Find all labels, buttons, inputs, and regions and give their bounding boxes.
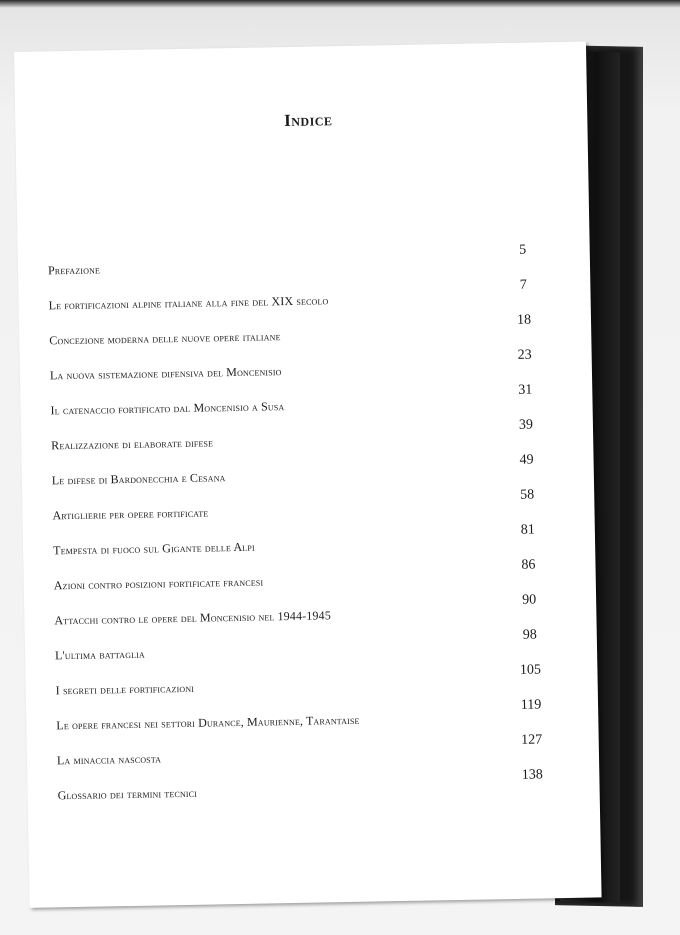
toc-entry-title: Le fortificazioni alpine italiane alla fine del XIX secolo <box>48 293 329 313</box>
toc-entry-page: 86 <box>521 557 536 573</box>
toc-entry-title: I segreti delle fortificazioni <box>55 680 195 698</box>
toc-entry-title: Realizzazione di elaborate difese <box>51 435 214 453</box>
toc-entry-page: 23 <box>517 347 532 363</box>
toc-entry-title: Le opere francesi nei settori Durance, Maurienne, Tarantaise <box>56 712 360 733</box>
toc-entry-title: Azioni contro posizioni fortificate francesi <box>53 574 264 593</box>
toc-entry-page: 127 <box>521 732 543 748</box>
scan-top-edge <box>0 0 680 8</box>
toc-entry-title: Artiglierie per opere fortificate <box>52 505 209 523</box>
toc-entry-page: 49 <box>519 452 534 468</box>
toc-entry-title: Glossario dei termini tecnici <box>57 785 198 803</box>
toc-entry-title: Concezione moderna delle nuove opere italiane <box>49 329 281 348</box>
toc-entry-title: La nuova sistemazione difensiva del Moncenisio <box>49 364 282 383</box>
page-title: Indice <box>283 110 333 131</box>
toc-entry-page: 7 <box>519 277 527 293</box>
toc-entry-title: Attacchi contro le opere del Moncenisio nel 1944-1945 <box>54 608 332 628</box>
toc-entry-title: Prefazione <box>47 262 101 278</box>
toc-entry-page: 18 <box>516 312 532 328</box>
toc-entry-page: 39 <box>518 417 534 433</box>
toc-entry-title: Il catenaccio fortificato dal Moncenisio a Susa <box>50 399 285 418</box>
toc-entry-page: 31 <box>518 382 533 398</box>
toc-entry-page: 58 <box>520 487 535 503</box>
book-page <box>14 42 602 908</box>
toc-entry-title: Le difese di Bardonecchia e Cesana <box>51 470 226 488</box>
table-of-contents <box>48 242 558 811</box>
toc-entry-page: 81 <box>520 522 535 538</box>
toc-entry-title: Tempesta di fuoco sul Gigante delle Alpi <box>53 539 255 558</box>
toc-entry-page: 5 <box>519 242 527 258</box>
toc-entry-title: La minaccia nascosta <box>56 751 162 768</box>
toc-entry-page: 105 <box>519 662 542 678</box>
toc-entry-page: 138 <box>521 767 543 783</box>
toc-entry-title: L'ultima battaglia <box>54 646 145 663</box>
toc-entry-page: 98 <box>522 627 537 643</box>
toc-entry-page: 90 <box>521 592 537 608</box>
toc-entry-page: 119 <box>520 697 542 713</box>
